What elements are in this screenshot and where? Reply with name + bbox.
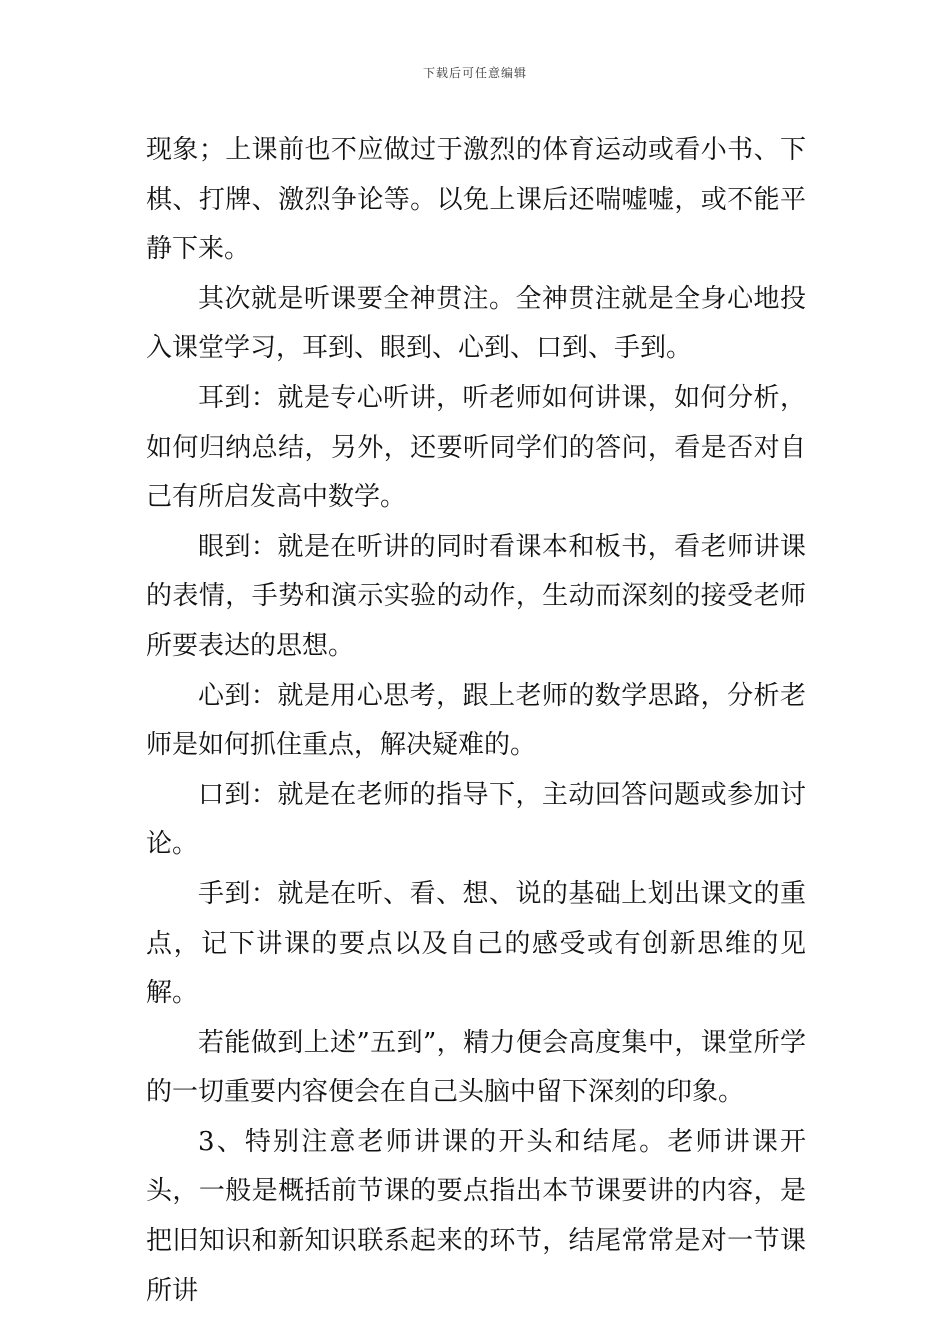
paragraph-7: 手到：就是在听、看、想、说的基础上划出课文的重点，记下讲课的要点以及自己的感受或有创新思维的见解。 — [146, 878, 806, 1009]
page-header: 下载后可任意编辑 — [422, 66, 527, 80]
document-body — [146, 126, 806, 1316]
paragraph-8: 若能做到上述”五到”，精力便会高度集中，课堂所学的一切重要内容便会在自己头脑中留下深刻的印象。 — [146, 1027, 806, 1108]
paragraph-9: 3、特别注意老师讲课的开头和结尾。老师讲课开头，一般是概括前节课的要点指出本节课要讲的内容，是把旧知识和新知识联系起来的环节，结尾常常是对一节课所讲 — [146, 1126, 806, 1306]
paragraph-3: 耳到：就是专心听讲，听老师如何讲课，如何分析，如何归纳总结，另外，还要听同学们的答问，看是否对自己有所启发高中数学。 — [146, 382, 806, 513]
paragraph-6: 口到：就是在老师的指导下，主动回答问题或参加讨论。 — [146, 779, 806, 860]
paragraph-5: 心到：就是用心思考，跟上老师的数学思路，分析老师是如何抓住重点，解决疑难的。 — [146, 680, 806, 761]
paragraph-1: 现象；上课前也不应做过于激烈的体育运动或看小书、下棋、打牌、激烈争论等。以免上课后还喘嘘嘘，或不能平静下来。 — [146, 135, 806, 265]
paragraph-2: 其次就是听课要全神贯注。全神贯注就是全身心地投入课堂学习，耳到、眼到、心到、口到、手到。 — [146, 283, 806, 364]
paragraph-4: 眼到：就是在听讲的同时看课本和板书，看老师讲课的表情，手势和演示实验的动作，生动而深刻的接受老师所要表达的思想。 — [146, 531, 806, 661]
